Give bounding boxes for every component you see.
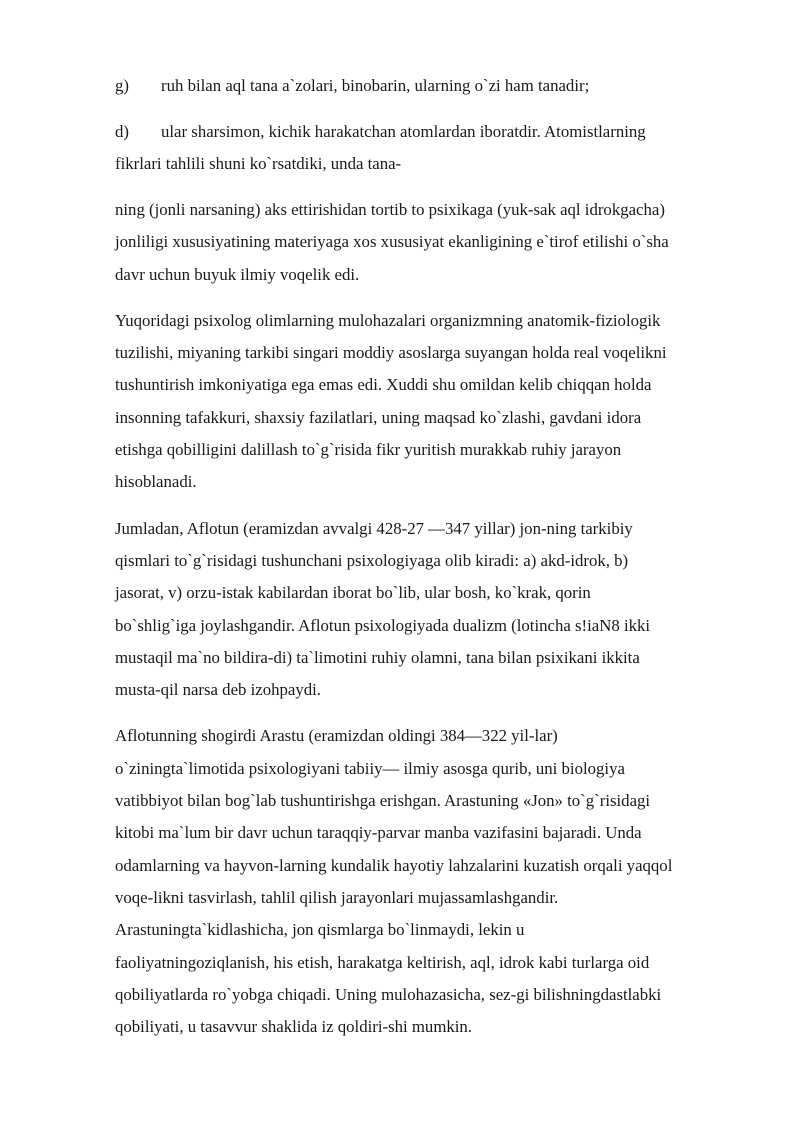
paragraph-line: insonning tafakkuri, shaxsiy fazilatlari, uning maqsad ko`zlashi, gavdani idora <box>115 407 642 427</box>
paragraph-line: qismlari to`g`risidagi tushunchani psixologiyaga olib kiradi: a) akd-idrok, b) <box>115 550 629 570</box>
list-item-text: fikrlari tahlili shuni ko`rsatdiki, unda tana- <box>115 154 402 173</box>
paragraph-line: Jumladan, Aflotun (eramizdan avvalgi 428-27 —347 yillar) jon-ning tarkibiy <box>115 518 633 538</box>
list-item-text: ular sharsimon, kichik harakatchan atomlardan iboratdir. Atomistlarning <box>161 122 646 141</box>
paragraph-line: kitobi ma`lum bir davr uchun taraqqiy-parvar manba vazifasini bajaradi. Unda <box>115 823 642 843</box>
paragraph-line: odamlarning va hayvon-larning kundalik hayotiy lahzalarini kuzatish orqali yaqqol <box>115 855 673 875</box>
paragraph-line: qobiliyatlarda ro`yobga chiqadi. Uning mulohazasicha, sez-gi bilishningdastlabki <box>115 984 662 1004</box>
paragraph-line: davr uchun buyuk ilmiy voqelik edi. <box>115 264 360 284</box>
paragraph-line: hisoblanadi. <box>115 472 197 492</box>
paragraph-line: jasorat, v) orzu-istak kabilardan iborat bo`lib, ular bosh, ko`krak, qorin <box>115 583 591 603</box>
paragraph-line: Yuqoridagi psixolog olimlarning mulohazalari organizmning anatomik-fiziologik <box>115 310 661 330</box>
paragraph-line: musta-qil narsa deb izohpaydi. <box>115 680 321 700</box>
paragraph-line: etishga qobilligini dalillash to`g`risida fikr yuritish murakkab ruhiy jarayon <box>115 440 622 460</box>
paragraph-line: voqe-likni tasvirlash, tahlil qilish jarayonlari mujassamlashgandir. <box>115 887 559 907</box>
paragraph-2 <box>115 305 740 499</box>
paragraph-4 <box>115 720 740 1043</box>
list-item-text: ruh bilan aql tana a`zolari, binobarin, ularning o`zi ham tanadir; <box>161 76 590 95</box>
list-marker: d) <box>115 122 129 141</box>
paragraph-3 <box>115 513 740 707</box>
list-item-g <box>115 70 740 102</box>
paragraph-line: mustaqil ma`no bildira-di) ta`limotini ruhiy olamni, tana bilan psixikani ikkita <box>115 647 640 667</box>
paragraph-line: faoliyatningoziqlanish, his etish, harakatga keltirish, aql, idrok kabi turlarga oid <box>115 952 650 972</box>
paragraph-line: ning (jonli narsaning) aks ettirishidan tortib to psixikaga (yuk-sak aql idrokgacha) <box>115 200 665 219</box>
paragraph-line: tuzilishi, miyaning tarkibi singari moddiy asoslarga suyangan holda real voqelikni <box>115 343 667 363</box>
paragraph-line: qobiliyati, u tasavvur shaklida iz qoldiri-shi mumkin. <box>115 1017 473 1037</box>
paragraph-line: Aflotunning shogirdi Arastu (eramizdan oldingi 384—322 yil-lar) <box>115 726 558 746</box>
list-item-d <box>115 116 740 180</box>
paragraph-line: jonliligi xususiyatining materiyaga xos xususiyat ekanligining e`tirof etilishi o`sha <box>115 232 669 252</box>
paragraph-line: bo`shlig`iga joylashgandir. Aflotun psixologiyada dualizm (lotincha s!iaN8 ikki <box>115 615 651 635</box>
list-marker: g) <box>115 76 129 95</box>
paragraph-line: Arastuningta`kidlashicha, jon qismlarga bo`linmaydi, lekin u <box>115 920 525 940</box>
paragraph-line: tushuntirish imkoniyatiga ega emas edi. Xuddi shu omildan kelib chiqqan holda <box>115 375 652 395</box>
paragraph-line: vatibbiyot bilan bog`lab tushuntirishga erishgan. Arastuning «Jon» to`g`risidagi <box>115 791 651 811</box>
document-page <box>115 70 740 1057</box>
paragraph-line: o`ziningta`limotida psixologiyani tabiiy— ilmiy asosga qurib, uni biologiya <box>115 758 625 778</box>
paragraph-1 <box>115 194 740 291</box>
